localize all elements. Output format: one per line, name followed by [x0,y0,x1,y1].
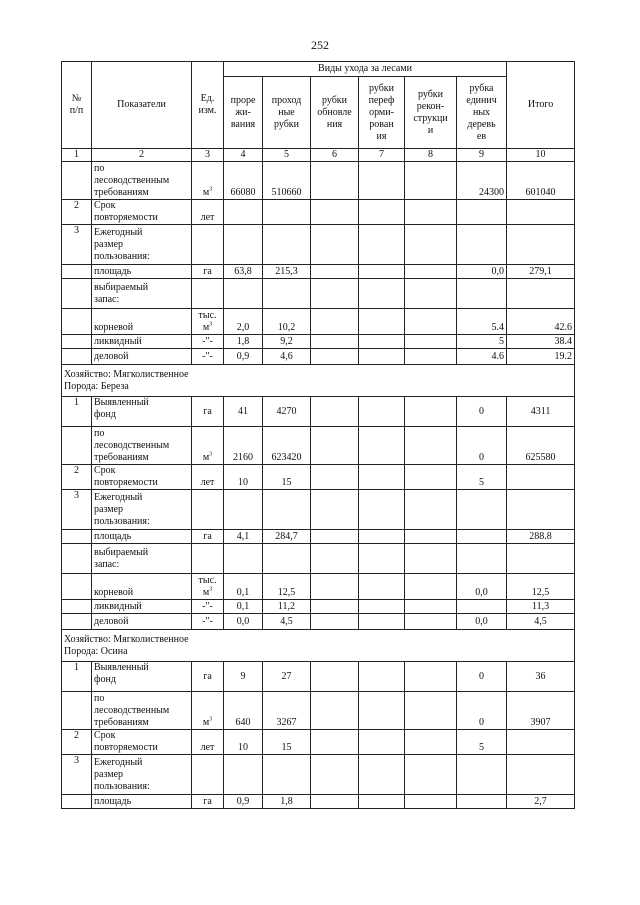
index-cell: 8 [405,149,457,162]
value-cell: 19.2 [507,349,575,365]
header-single: рубка единич ных деревь ев [457,77,507,149]
index-cell: 7 [359,149,405,162]
unit-cell: -"- [192,349,224,365]
row-number: 3 [62,490,92,530]
section-birch-title: Хозяйство: Мягколиственное Порода: Береза [62,365,575,397]
value-cell: 11,3 [507,600,575,614]
unit-cell: тыс. $м^3$ [192,309,224,335]
value-cell: 4,5 [263,614,311,630]
table-row [62,335,575,349]
indicator-cell: по лесоводственным требованиям [92,692,192,730]
value-cell: 3907 [507,692,575,730]
header-indicators: Показатели [92,62,192,149]
index-cell: 10 [507,149,575,162]
value-cell: 12,5 [263,574,311,600]
value-cell: 10 [224,465,263,490]
value-cell: 10 [224,730,263,755]
table-row [62,465,575,490]
indicator-cell: Срок повторяемости [92,200,192,225]
value-cell: 0,0 [457,574,507,600]
table-row [62,692,575,730]
value-cell: 0 [457,397,507,427]
unit-cell: $м^3$ [192,427,224,465]
unit-cell: тыс. $м^3$ [192,574,224,600]
row-number: 2 [62,200,92,225]
value-cell: 36 [507,662,575,692]
value-cell: 0,9 [224,349,263,365]
section-row [62,630,575,662]
value-cell: 0 [457,427,507,465]
value-cell: 623420 [263,427,311,465]
index-cell: 1 [62,149,92,162]
value-cell: 11,2 [263,600,311,614]
table-row [62,309,575,335]
value-cell: 2160 [224,427,263,465]
header-thinning: проре жи- вания [224,77,263,149]
value-cell: 4311 [507,397,575,427]
indicator-cell: деловой [92,614,192,630]
section-row [62,365,575,397]
value-cell: 215,3 [263,265,311,279]
unit-cell: лет [192,465,224,490]
value-cell: 10,2 [263,309,311,335]
indicator-cell: Выявленный фонд [92,662,192,692]
row-number: 2 [62,465,92,490]
indicator-cell: Ежегодный размер пользования: [92,755,192,795]
unit-cell: лет [192,730,224,755]
indicator-cell: корневой [92,574,192,600]
index-cell: 4 [224,149,263,162]
value-cell: 38.4 [507,335,575,349]
value-cell: 4.6 [457,349,507,365]
table-row [62,600,575,614]
indicator-cell: ликвидный [92,335,192,349]
section-aspen-title: Хозяйство: Мягколиственное Порода: Осина [62,630,575,662]
row-number: 3 [62,755,92,795]
value-cell: 66080 [224,162,263,200]
unit-cell: -"- [192,335,224,349]
value-cell: 5 [457,465,507,490]
value-cell: 640 [224,692,263,730]
indicator-cell: Ежегодный размер пользования: [92,225,192,265]
indicator-cell: корневой [92,309,192,335]
value-cell: 0 [457,662,507,692]
table-row [62,755,575,795]
index-cell: 2 [92,149,192,162]
header-recon: рубки рекон- струкци и [405,77,457,149]
header-unit: Ед. изм. [192,62,224,149]
table-row [62,662,575,692]
indicator-cell: Выявленный фонд [92,397,192,427]
index-row [62,149,575,162]
value-cell: 27 [263,662,311,692]
table-row [62,795,575,809]
value-cell: 0,0 [224,614,263,630]
indicator-cell: деловой [92,349,192,365]
row-number: 1 [62,397,92,427]
value-cell: 0,9 [224,795,263,809]
value-cell: 625580 [507,427,575,465]
indicator-cell: Срок повторяемости [92,730,192,755]
table-row [62,614,575,630]
value-cell: 63,8 [224,265,263,279]
unit-cell: $м^3$ [192,692,224,730]
indicator-cell: ликвидный [92,600,192,614]
value-cell: 1,8 [263,795,311,809]
indicator-cell: площадь [92,265,192,279]
unit-cell: га [192,662,224,692]
unit-cell: га [192,530,224,544]
value-cell: 42.6 [507,309,575,335]
value-cell: 9,2 [263,335,311,349]
table-row [62,279,575,309]
table-row [62,490,575,530]
indicator-cell: Срок повторяемости [92,465,192,490]
value-cell: 0 [457,692,507,730]
table-row [62,530,575,544]
value-cell: 4270 [263,397,311,427]
table-row [62,265,575,279]
index-cell: 3 [192,149,224,162]
unit-cell: га [192,265,224,279]
row-number: 3 [62,225,92,265]
table-row [62,225,575,265]
value-cell: 0,0 [457,265,507,279]
index-cell: 9 [457,149,507,162]
unit-cell: -"- [192,614,224,630]
table-row [62,427,575,465]
unit-cell: лет [192,200,224,225]
table-row [62,200,575,225]
table-row [62,574,575,600]
value-cell: 510660 [263,162,311,200]
value-cell: 2,0 [224,309,263,335]
header-care-types: Виды ухода за лесами [224,62,507,77]
header-num: № п/п [62,62,92,149]
unit-cell: га [192,795,224,809]
unit-cell: -"- [192,600,224,614]
value-cell: 3267 [263,692,311,730]
indicator-cell: по лесоводственным требованиям [92,162,192,200]
value-cell: 12,5 [507,574,575,600]
value-cell: 279,1 [507,265,575,279]
value-cell: 15 [263,730,311,755]
unit-cell: га [192,397,224,427]
header-passage: проход ные рубки [263,77,311,149]
indicator-cell: Ежегодный размер пользования: [92,490,192,530]
value-cell: 2,7 [507,795,575,809]
table-row [62,349,575,365]
index-cell: 5 [263,149,311,162]
value-cell: 284,7 [263,530,311,544]
index-cell: 6 [311,149,359,162]
value-cell: 5.4 [457,309,507,335]
forest-care-table [61,61,575,809]
value-cell: 5 [457,335,507,349]
value-cell: 0,1 [224,600,263,614]
value-cell: 5 [457,730,507,755]
indicator-cell: площадь [92,530,192,544]
row-number: 1 [62,662,92,692]
value-cell: 15 [263,465,311,490]
value-cell: 4,1 [224,530,263,544]
table-row [62,397,575,427]
header-reform: рубки переф орми- рован ия [359,77,405,149]
value-cell: 4,5 [507,614,575,630]
value-cell: 288.8 [507,530,575,544]
value-cell: 24300 [457,162,507,200]
value-cell: 601040 [507,162,575,200]
value-cell: 0,0 [457,614,507,630]
header-renewal: рубки обновле ния [311,77,359,149]
table-row [62,544,575,574]
page-number: 252 [311,38,329,52]
indicator-cell: выбираемый запас: [92,544,192,574]
table-row [62,730,575,755]
row-number: 2 [62,730,92,755]
indicator-cell: площадь [92,795,192,809]
header-total: Итого [507,62,575,149]
value-cell: 0,1 [224,574,263,600]
table-row [62,162,575,200]
indicator-cell: по лесоводственным требованиям [92,427,192,465]
value-cell: 1,8 [224,335,263,349]
value-cell: 4,6 [263,349,311,365]
indicator-cell: выбираемый запас: [92,279,192,309]
unit-cell: $м^3$ [192,162,224,200]
value-cell: 9 [224,662,263,692]
value-cell: 41 [224,397,263,427]
